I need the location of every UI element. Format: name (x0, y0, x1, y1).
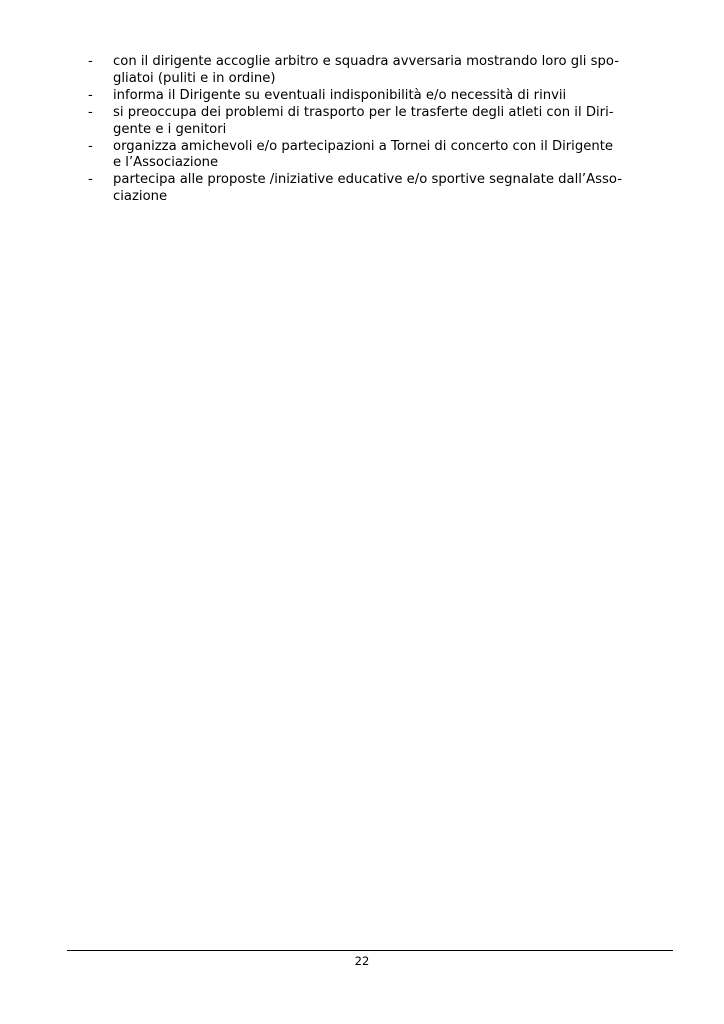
list-item-text (113, 139, 673, 173)
list-item-text (113, 172, 673, 206)
list-item-text (113, 105, 673, 139)
list-item-text (113, 88, 673, 105)
bullet-list (88, 54, 673, 206)
list-item-text (113, 54, 673, 88)
bullet-dash: - (88, 138, 93, 154)
bullet-dash: - (88, 172, 93, 188)
list-item (88, 172, 673, 206)
list-item (88, 54, 673, 88)
text-line: gente e i genitori (113, 121, 227, 137)
bullet-dash: - (88, 87, 93, 103)
text-line: con il dirigente accoglie arbitro e squadra avversaria mostrando loro gli spo- (113, 54, 619, 69)
text-line: ciazione (113, 189, 168, 205)
footer-divider (67, 950, 673, 951)
page-number: 22 (354, 954, 370, 968)
bullet-dash: - (88, 54, 93, 69)
text-line: si preoccupa dei problemi di trasporto per le trasferte degli atleti con il Diri- (113, 104, 614, 120)
text-line: gliatoi (puliti e in ordine) (113, 70, 276, 86)
text-line: informa il Dirigente su eventuali indisponibilità e/o necessità di rinvii (113, 87, 567, 103)
list-item (88, 139, 673, 173)
bullet-dash: - (88, 104, 93, 120)
list-item (88, 105, 673, 139)
text-line: organizza amichevoli e/o partecipazioni a Tornei di concerto con il Dirigente (113, 138, 613, 154)
text-line: partecipa alle proposte /iniziative educative e/o sportive segnalate dall’Asso- (113, 172, 622, 188)
list-item (88, 88, 673, 105)
text-line: e l’Associazione (113, 155, 219, 171)
